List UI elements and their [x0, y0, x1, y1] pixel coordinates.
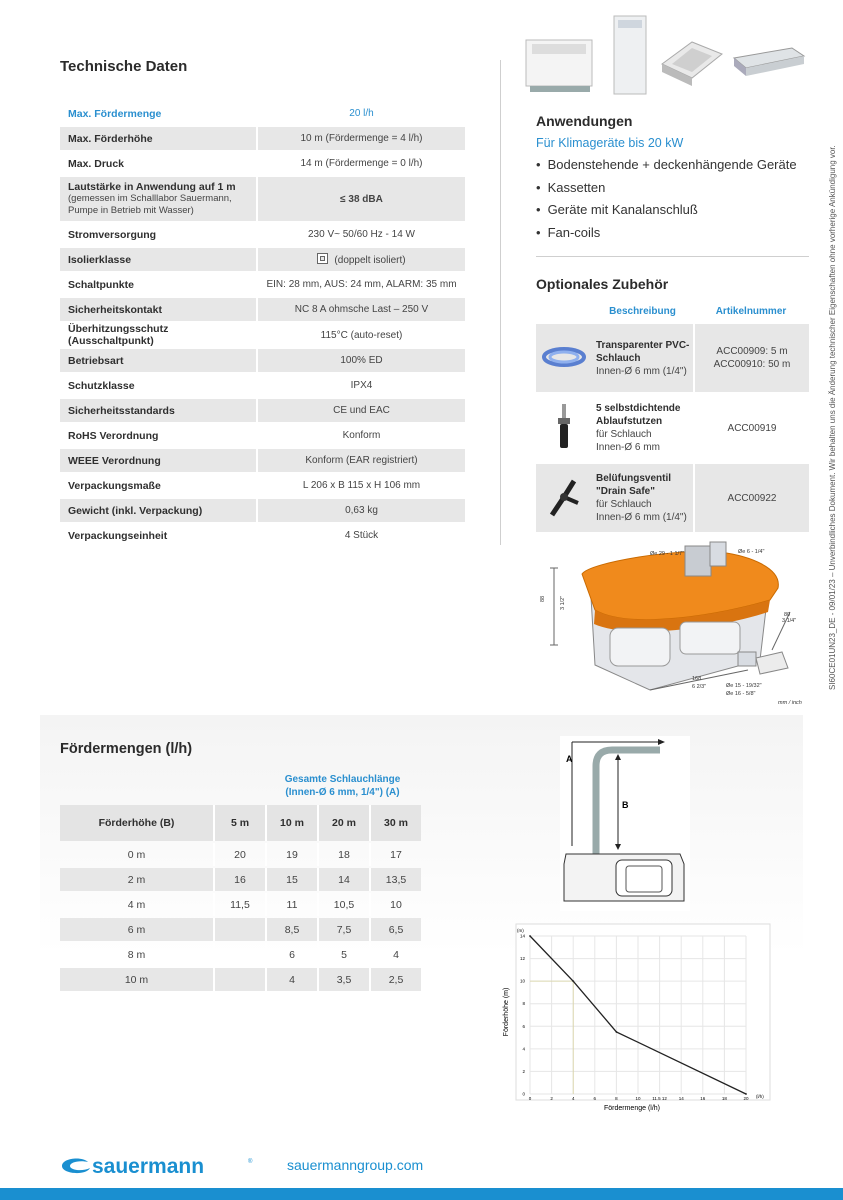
tech-key	[60, 424, 256, 447]
tech-value-text: IPX4	[350, 380, 373, 391]
flow-cell: 14	[317, 868, 369, 891]
dim-h-in: 3 1/2"	[560, 595, 566, 610]
footer-bar	[0, 1188, 843, 1200]
flow-title: Fördermengen (l/h)	[60, 741, 193, 757]
tech-value-text: Konform	[342, 430, 381, 441]
tech-key-text: Verpackungseinheit	[68, 529, 168, 542]
sauermann-logo	[60, 1154, 260, 1178]
flow-chart	[500, 922, 772, 1117]
flow-row	[60, 968, 421, 991]
flow-cell: 3,5	[317, 968, 369, 991]
tech-value-text: ≤ 38 dBA	[340, 193, 383, 205]
tech-key	[60, 499, 256, 522]
tech-value-text: 4 Stück	[344, 530, 379, 541]
tech-value-text: L 206 x B 115 x H 106 mm	[302, 480, 421, 491]
tech-key	[60, 298, 256, 321]
flow-col-head: 10 m	[265, 805, 317, 841]
chart-x-tick: 16	[700, 1096, 706, 1101]
tech-value-text: 115°C (auto-reset)	[320, 329, 403, 341]
accessory-detail2: Innen-Ø 6 mm	[596, 442, 660, 453]
tech-value-text: 230 V~ 50/60 Hz - 14 W	[307, 229, 415, 240]
dim-top1: Øe 29 - 1 1/7"	[650, 551, 685, 557]
separator	[536, 256, 809, 257]
tower-unit-icon	[614, 16, 646, 94]
flow-cell: 5	[317, 943, 369, 966]
chart-y-tick: 0	[522, 1091, 525, 1097]
flow-cell: 4 m	[127, 898, 146, 911]
tech-row	[60, 449, 465, 472]
tech-row	[60, 424, 465, 447]
tech-value-text: (doppelt isoliert)	[334, 255, 406, 266]
acc-col-image	[536, 300, 592, 322]
tech-row	[60, 298, 465, 321]
flow-cell: 17	[369, 843, 421, 866]
chart-point	[529, 935, 531, 937]
tech-key	[60, 223, 256, 246]
flow-row	[60, 868, 421, 891]
flow-cell: 6	[265, 943, 317, 966]
accessory-name1: Belüfungsventil	[596, 473, 672, 484]
tech-row	[60, 524, 465, 547]
tech-row	[60, 374, 465, 397]
accessory-name1: Transparenter PVC-	[596, 339, 690, 351]
flow-cell	[213, 918, 265, 941]
tech-key-text: RoHS Verordnung	[68, 429, 159, 442]
dim-w-mm: 168	[692, 676, 702, 682]
tech-row	[60, 474, 465, 497]
accessory-art2: ACC00910: 50 m	[713, 359, 791, 370]
acc-col-art: Artikelnummer	[715, 305, 787, 317]
accessory-detail1: Innen-Ø 6 mm (1/4")	[596, 365, 687, 377]
accessory-desc	[592, 324, 693, 392]
flow-cell: 0 m	[127, 848, 146, 861]
tech-key	[60, 449, 256, 472]
application-item: • Geräte mit Kanalanschluß	[536, 199, 797, 222]
tech-row	[60, 152, 465, 175]
tech-key-text: Verpackungsmaße	[68, 479, 161, 492]
accessory-image	[536, 324, 592, 392]
side-note: SI60CE01UN23_DE - 09/01/23 – Unverbindliches Dokument. Wir behalten uns die Änderung technischer Eigenschaften ohne vorherige Ankündigung vor.	[828, 145, 837, 690]
tech-value-text: 14 m (Fördermenge = 0 l/h)	[300, 158, 423, 169]
flow-row	[60, 918, 421, 941]
chart-y-tick: 12	[519, 956, 525, 962]
tech-row	[60, 127, 465, 150]
flow-cell: 6,5	[369, 918, 421, 941]
tech-value	[256, 177, 465, 221]
flow-table	[60, 803, 421, 993]
accessories-title: Optionales Zubehör	[536, 276, 669, 292]
tech-key-text: Gewicht (inkl. Verpackung)	[68, 504, 203, 517]
tech-key	[60, 474, 256, 497]
tech-key-sub: (gemessen im Schalllabor Sauermann, Pumpe in Betrieb mit Wasser)	[68, 193, 232, 216]
tech-table	[60, 100, 465, 549]
acc-col-desc: Beschreibung	[609, 305, 676, 317]
accessory-art	[693, 324, 809, 392]
flow-cell: 2 m	[60, 868, 213, 891]
dim-out1: Øe 15 - 19/32"	[726, 683, 762, 689]
accessory-desc	[592, 464, 693, 532]
flow-col-head: 5 m	[213, 805, 265, 841]
tech-key	[60, 102, 256, 125]
pump-head-diagram	[560, 736, 690, 911]
accessory-image	[536, 394, 592, 462]
application-item: • Fan-coils	[536, 222, 797, 245]
flow-row	[60, 893, 421, 916]
tech-value-text: 0,63 kg	[345, 505, 378, 516]
footer-url[interactable]: sauermanngroup.com	[287, 1157, 424, 1173]
tech-row	[60, 273, 465, 296]
tech-key	[60, 273, 256, 296]
tech-value	[256, 248, 465, 271]
tech-value	[256, 524, 465, 547]
application-item: • Bodenstehende + deckenhängende Geräte	[536, 154, 797, 177]
chart-point	[616, 1031, 618, 1033]
ac-units-illustration	[522, 14, 812, 96]
ducted-unit-icon	[734, 48, 804, 76]
tech-key	[60, 399, 256, 422]
tech-key-text: Max. Druck	[68, 157, 125, 170]
svg-text:®: ®	[248, 1159, 253, 1165]
tech-key	[60, 374, 256, 397]
tech-row	[60, 349, 465, 372]
accessories-table	[536, 298, 809, 534]
flow-cell: 8,5	[265, 918, 317, 941]
tech-value-text: 100% ED	[340, 355, 383, 366]
chart-x-tick: 11.5 12	[652, 1096, 667, 1101]
flow-cell: 18	[317, 843, 369, 866]
tech-title: Technische Daten	[60, 58, 188, 75]
dim-w-in: 6 2/3"	[692, 684, 707, 690]
tech-value	[256, 273, 465, 296]
logo-swirl-icon	[62, 1159, 90, 1174]
tech-key	[60, 349, 256, 372]
flow-cell	[213, 968, 265, 991]
chart-y-tick: 10	[519, 978, 525, 984]
accessory-name2: "Drain Safe"	[596, 486, 655, 497]
tech-key-text: Sicherheitskontakt	[68, 303, 162, 316]
flow-cell: 20	[213, 843, 265, 866]
tech-value	[256, 474, 465, 497]
drain-nozzle-icon	[554, 444, 574, 455]
chart-x-tick: 6	[593, 1096, 597, 1101]
accessory-art	[693, 394, 809, 462]
flow-cell: 19	[265, 843, 317, 866]
chart-y-tick: 2	[522, 1068, 525, 1074]
tech-key-text: Sicherheitsstandards	[68, 404, 175, 417]
tech-key-text: Max. Fördermenge	[68, 107, 162, 120]
dim-d-mm: 80	[784, 612, 791, 618]
flow-cell	[213, 943, 265, 966]
chart-x-unit: (l/h)	[756, 1094, 764, 1099]
tech-value-text: Konform (EAR registriert)	[305, 455, 418, 466]
accessory-row	[536, 324, 809, 392]
hose-icon	[541, 362, 587, 373]
chart-y-tick: 4	[522, 1046, 525, 1052]
column-divider	[500, 60, 501, 545]
chart-x-tick: 14	[678, 1096, 684, 1101]
chart-xlabel: Fördermenge (l/h)	[603, 1105, 661, 1112]
application-item: • Kassetten	[536, 177, 797, 200]
tech-key-text: Max. Förderhöhe	[68, 132, 153, 145]
flow-col-head: 20 m	[317, 805, 369, 841]
applications-title: Anwendungen	[536, 113, 633, 129]
flow-cell: 10,5	[317, 893, 369, 916]
accessory-image	[536, 464, 592, 532]
flow-cell: 8 m	[127, 948, 146, 961]
tech-value	[256, 127, 465, 150]
tech-value	[256, 399, 465, 422]
tech-value-text: NC 8 A ohmsche Last – 250 V	[294, 304, 429, 315]
tech-row	[60, 102, 465, 125]
chart-point	[572, 980, 574, 982]
flow-cell: 6 m	[60, 918, 213, 941]
chart-y-unit: (m)	[517, 928, 524, 933]
accessory-detail1: für Schlauch	[596, 499, 652, 510]
vent-valve-icon	[544, 511, 584, 522]
flow-col-head: 30 m	[369, 805, 421, 841]
accessory-name2: Schlauch	[596, 352, 641, 364]
chart-y-tick: 14	[519, 933, 525, 939]
tech-value	[256, 298, 465, 321]
tech-value-text: CE und EAC	[333, 405, 390, 416]
tech-row	[60, 223, 465, 246]
tech-key	[60, 152, 256, 175]
tech-value	[256, 349, 465, 372]
tech-key	[60, 177, 256, 221]
tech-key-text: Stromversorgung	[68, 228, 157, 241]
flow-col-head: Förderhöhe (B)	[60, 805, 213, 841]
dim-d-in: 3 1/4"	[782, 618, 797, 624]
chart-ylabel: Förderhöhe (m)	[503, 987, 510, 1037]
accessory-desc	[592, 394, 693, 462]
tech-value-text: 10 m (Fördermenge = 4 l/h)	[300, 133, 423, 144]
tech-key-text: Lautstärke in Anwendung auf 1 m	[68, 181, 236, 193]
accessory-detail1: für Schlauch	[596, 429, 652, 440]
double-insulation-icon	[317, 253, 328, 264]
flow-cell: 7,5	[317, 918, 369, 941]
flow-cell: 11,5	[213, 893, 265, 916]
flow-cell: 2,5	[369, 968, 421, 991]
dim-top2: Øe 6 - 1/4"	[738, 549, 765, 555]
tech-key-text: Schutzklasse	[68, 379, 135, 392]
dim-unit: mm / inch	[778, 700, 802, 706]
dim-out2: Øe 16 - 5/8"	[726, 691, 756, 697]
flow-cell: 4	[369, 943, 421, 966]
chart-y-tick: 6	[522, 1023, 525, 1029]
chart-x-tick: 10	[635, 1096, 641, 1101]
tech-value	[256, 499, 465, 522]
tech-value-text: 20 l/h	[349, 108, 374, 119]
flow-cell: 16	[213, 868, 265, 891]
chart-x-tick: 4	[571, 1096, 575, 1101]
flow-cell: 4	[265, 968, 317, 991]
tech-key	[60, 127, 256, 150]
accessory-name1: 5 selbstdichtende	[596, 403, 681, 414]
tech-value	[256, 424, 465, 447]
accessory-art	[693, 464, 809, 532]
tech-key-text: Überhitzungsschutz (Ausschaltpunkt)	[68, 323, 169, 347]
accessory-row	[536, 394, 809, 462]
accessory-art1: ACC00922	[727, 492, 777, 504]
flow-header-note2: (Innen-Ø 6 mm, 1/4") (A)	[285, 787, 400, 798]
flow-cell: 10 m	[60, 968, 213, 991]
chart-x-tick: 0	[528, 1096, 532, 1101]
accessory-row	[536, 464, 809, 532]
tech-value	[256, 223, 465, 246]
tech-row	[60, 248, 465, 271]
inlet-block-shape	[685, 546, 711, 576]
tech-key	[60, 323, 256, 347]
diagram-label-a: A	[566, 754, 573, 764]
tech-value	[256, 323, 465, 347]
floor-unit-icon	[526, 40, 592, 92]
accessory-art1: ACC00919	[727, 422, 777, 434]
flow-cell: 11	[265, 893, 317, 916]
chart-point	[745, 1093, 747, 1095]
applications-subtitle: Für Klimageräte bis 20 kW	[536, 136, 684, 150]
tech-value	[256, 102, 465, 125]
tech-row	[60, 399, 465, 422]
tech-value-text: EIN: 28 mm, AUS: 24 mm, ALARM: 35 mm	[266, 279, 457, 290]
accessory-art1: ACC00909: 5 m	[716, 346, 788, 357]
dim-h-mm: 88	[540, 595, 546, 602]
tech-value	[256, 449, 465, 472]
pump-dimension-drawing	[520, 540, 820, 715]
flow-row	[60, 843, 421, 866]
tech-key	[60, 248, 256, 271]
tech-row	[60, 323, 465, 347]
flow-cell: 15	[265, 868, 317, 891]
tech-key-text: Betriebsart	[68, 354, 124, 367]
diagram-label-b: B	[622, 800, 629, 810]
tech-value	[256, 374, 465, 397]
chart-x-tick: 20	[743, 1096, 749, 1101]
applications-list	[536, 154, 797, 244]
tech-row	[60, 499, 465, 522]
flow-row	[60, 943, 421, 966]
chart-x-tick: 8	[615, 1096, 618, 1101]
accessory-detail2: Innen-Ø 6 mm (1/4")	[596, 512, 687, 523]
chart-x-tick: 2	[550, 1096, 553, 1101]
tech-key	[60, 524, 256, 547]
accessory-name2: Ablaufstutzen	[596, 416, 663, 427]
chart-x-tick: 18	[721, 1096, 727, 1101]
flow-cell: 13,5	[369, 868, 421, 891]
chart-y-tick: 8	[522, 1001, 525, 1007]
flow-cell: 10	[369, 893, 421, 916]
cassette-unit-icon	[662, 42, 722, 86]
tech-row	[60, 177, 465, 221]
flow-header-note1: Gesamte Schlauchlänge	[284, 774, 401, 785]
tech-key-text: WEEE Verordnung	[68, 454, 161, 467]
tech-key-text: Isolierklasse	[68, 253, 132, 266]
tech-value	[256, 152, 465, 175]
logo-wordmark: sauermann	[92, 1155, 205, 1178]
tech-key-text: Schaltpunkte	[68, 278, 134, 291]
